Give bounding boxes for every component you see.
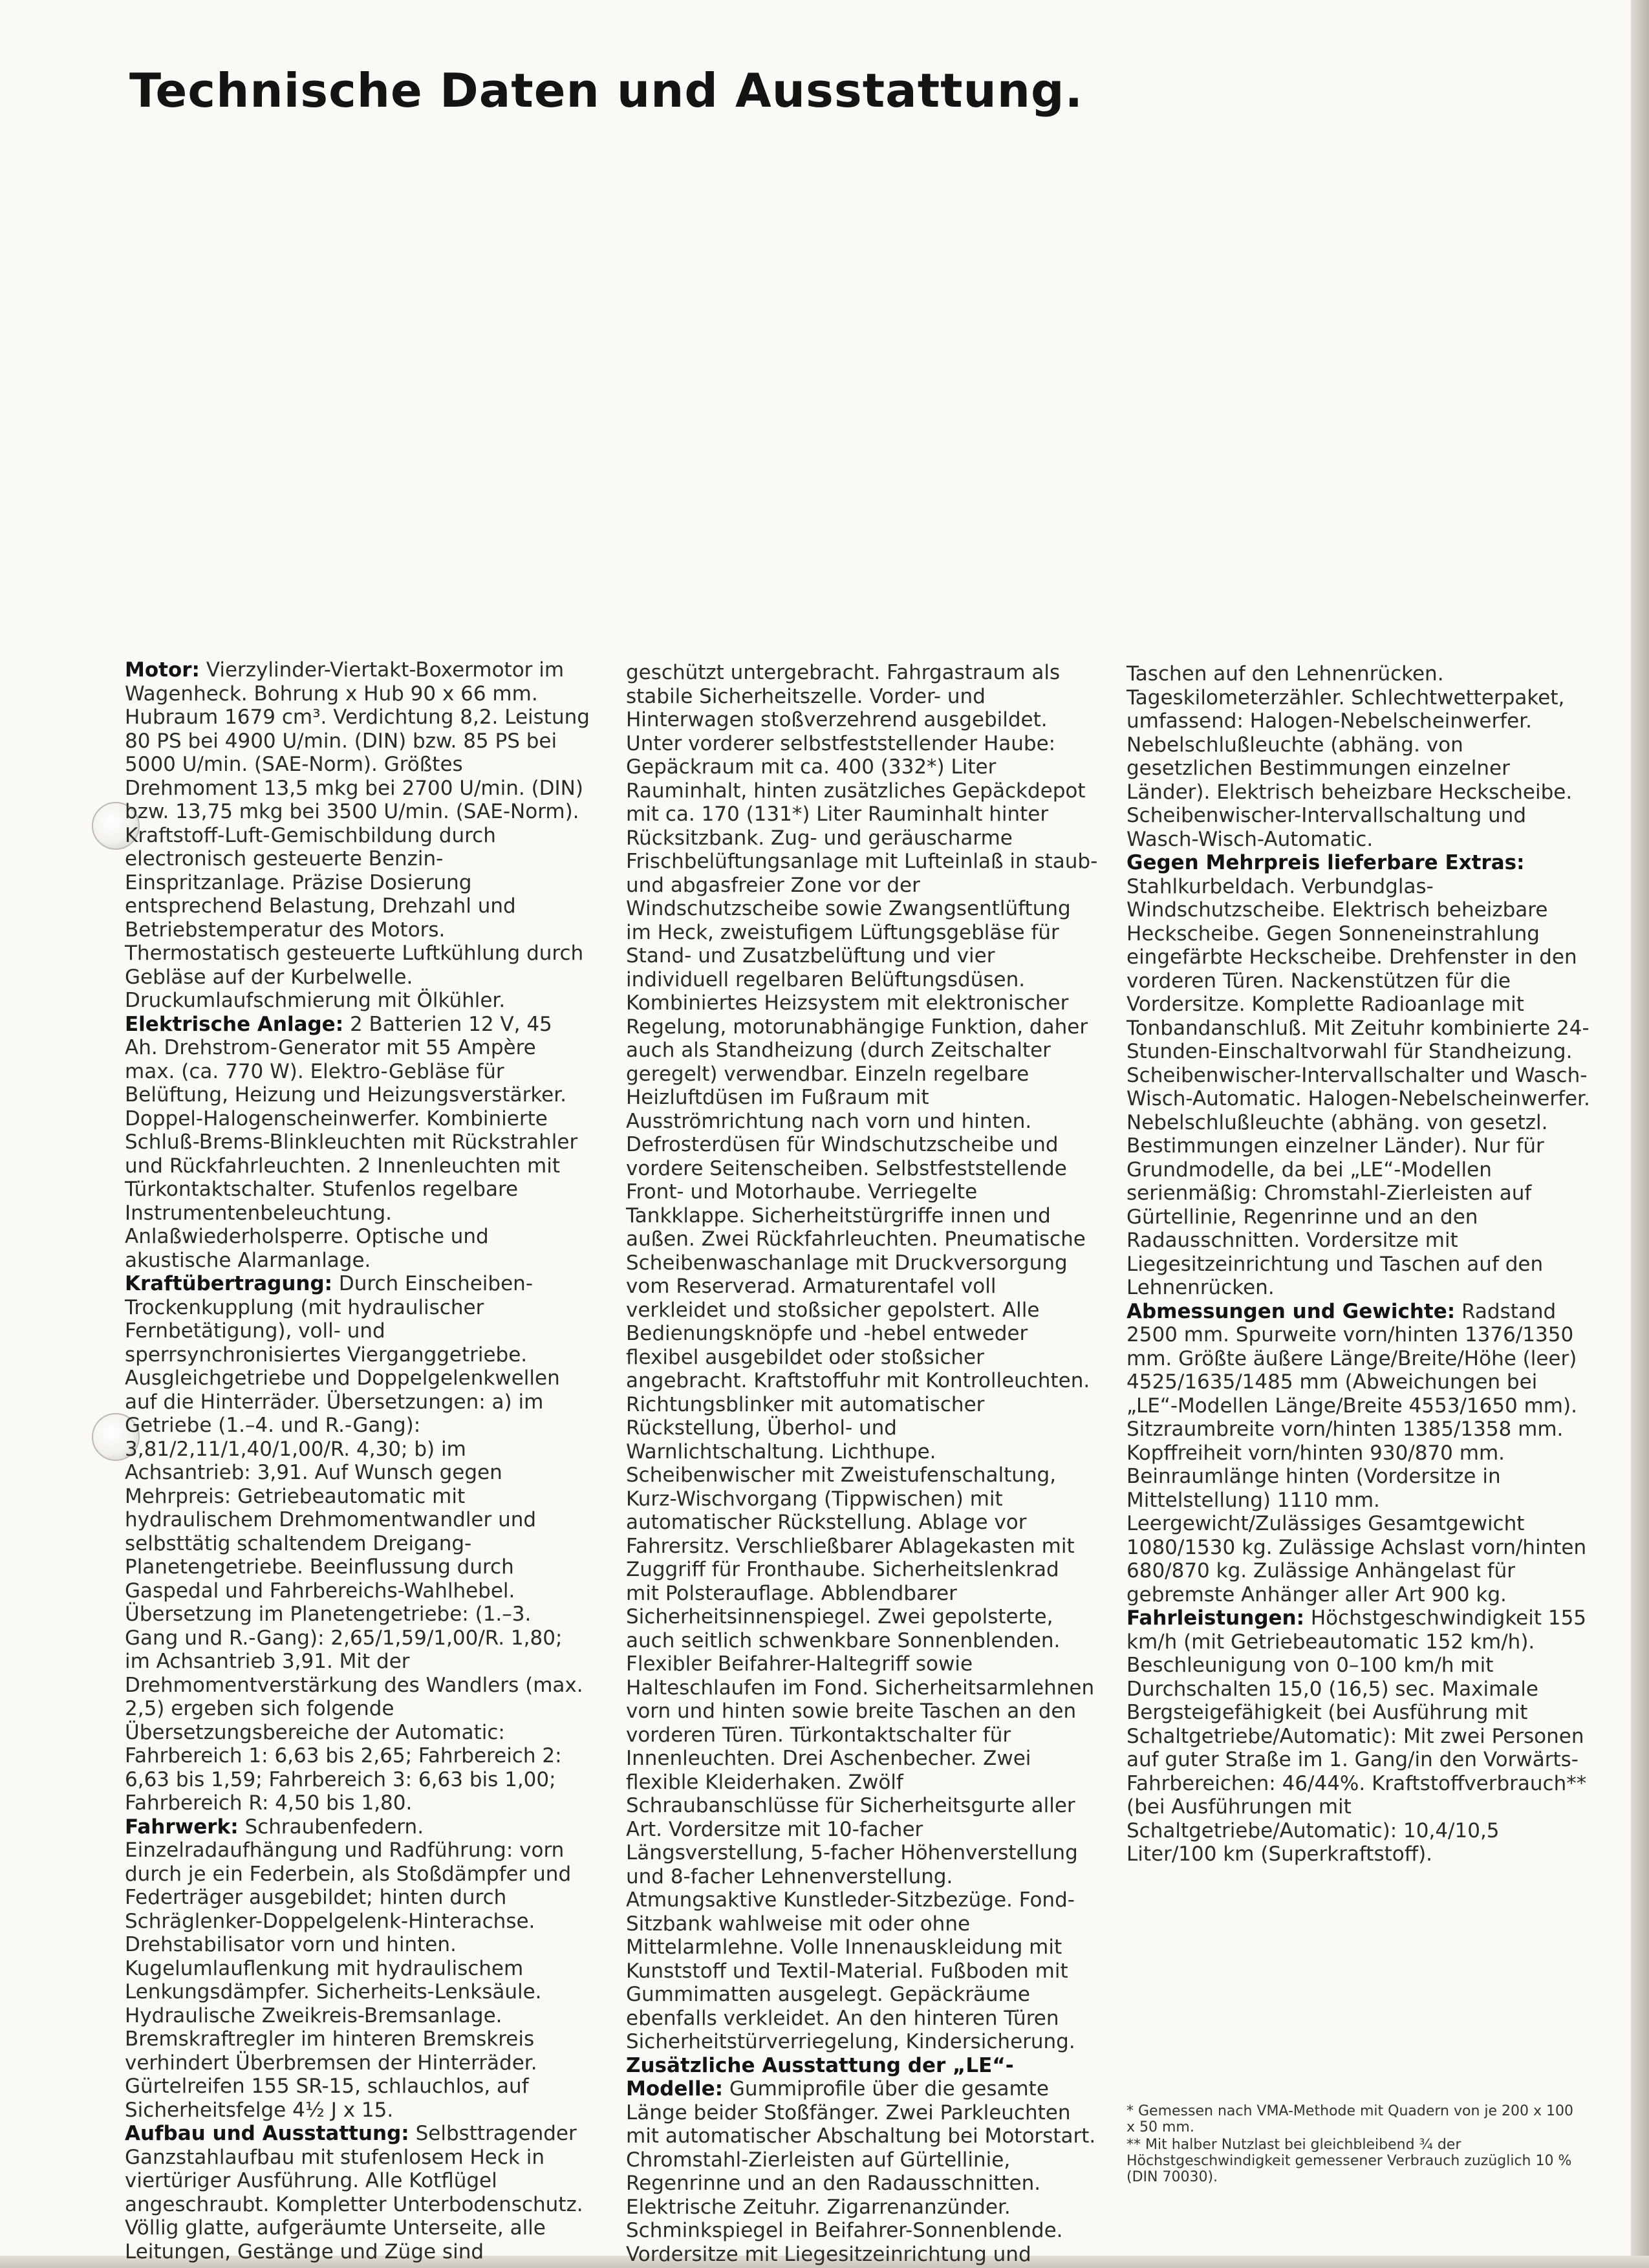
section-body: 2 Batterien 12 V, 45 Ah. Drehstrom-Generator mit 55 Ampère max. (ca. 770 W). Elektro-Gebläse für Belüftung, Heizung und Heizungsverstärker. Doppel-Halogenscheinwerfer. Kombinierte Schluß-Brems-Blinkleuchten mit Rückstrahler und Rückfahrleuchten. 2 Innenleuchten mit Türkontaktschalter. Stufenlos regelbare Instrumentenbeleuchtung. Anlaßwiederholsperre. Optische und akustische Alarmanlage. xyxy=(125,1012,578,1272)
section-fahrleistungen xyxy=(1126,1606,1592,1866)
section-heading: Fahrleistungen: xyxy=(1126,1606,1305,1630)
text-column-2 xyxy=(626,661,1098,2266)
section-motor xyxy=(125,658,590,1013)
section-kraftuebertragung xyxy=(125,1272,590,1815)
section-body: Vierzylinder-Viertakt-Boxermotor im Wagenheck. Bohrung x Hub 90 x 66 mm. Hubraum 1679 cm³. Verdichtung 8,2. Leistung 80 PS bei 4900 U/min. (DIN) bzw. 85 PS bei 5000 U/min. (SAE-Norm). Größtes Drehmoment 13,5 mkg bei 2700 U/min. (DIN) bzw. 13,75 mkg bei 3500 U/min. (SAE-Norm). Kraftstoff-Luft-Gemischbildung durch electronisch gesteuerte Benzin-Einspritzanlage. Präzise Dosierung entsprechend Belastung, Drehzahl und Betriebstemperatur des Motors. Thermostatisch gesteuerte Luftkühlung durch Gebläse auf der Kurbelwelle. Druckumlaufschmierung mit Ölkühler. xyxy=(125,658,590,1012)
section-aufbau-continued xyxy=(626,661,1098,2054)
section-heading: Fahrwerk: xyxy=(125,1815,239,1839)
section-heading: Gegen Mehrpreis lieferbare Extras: xyxy=(1126,851,1525,874)
text-column-1 xyxy=(125,658,590,2263)
section-body: geschützt untergebracht. Fahrgastraum als stabile Sicherheitszelle. Vorder- und Hinterwagen stoßverzehrend ausgebildet. Unter vorderer selbstfeststellender Haube: Gepäckraum mit ca. 400 (332*) Liter Rauminhalt, hinten zusätzliches Gepäckdepot mit ca. 170 (131*) Liter Rauminhalt hinter Rücksitzbank. Zug- und geräuscharme Frischbelüftungsanlage mit Lufteinlaß in staub- und abgasfreier Zone vor der Windschutzscheibe sowie Zwangsentlüftung im Heck, zweistufigem Lüftungsgebläse für Stand- und Zusatzbelüftung und vier individuell regelbaren Belüftungsdüsen. Kombiniertes Heizsystem mit elektronischer Regelung, motorunabhängige Funktion, daher auch als Standheizung (durch Zeitschalter geregelt) verwendbar. Einzeln regelbare Heizluftdüsen im Fußraum mit Ausströmrichtung nach vorn und hinten. Defrosterdüsen für Windschutzscheibe und vordere Seitenscheiben. Selbstfeststellende Front- und Motorhaube. Verriegelte Tankklappe. Sicherheitstürgriffe innen und außen. Zwei Rückfahrleuchten. Pneumatische Scheibenwaschanlage mit Druckversorgung vom Reserverad. Armaturentafel voll verkleidet und stoßsicher gepolstert. Alle Bedienungsknöpfe und -hebel entweder flexibel ausgebildet oder stoßsicher angebracht. Kraftstoffuhr mit Kontrolleuchten. Richtungsblinker mit automatischer Rückstellung, Überhol- und Warnlichtschaltung. Lichthupe. Scheibenwischer mit Zweistufenschaltung, Kurz-Wischvorgang (Tippwischen) mit automatischer Rückstellung. Ablage vor Fahrersitz. Verschließbarer Ablagekasten mit Zuggriff für Fronthaube. Sicherheitslenkrad mit Polsterauflage. Abblendbarer Sicherheitsinnenspiegel. Zwei gepolsterte, auch seitlich schwenkbare Sonnenblenden. Flexibler Beifahrer-Haltegriff sowie Halteschlaufen im Fond. Sicherheitsarmlehnen vorn und hinten sowie breite Taschen an den vorderen Türen. Türkontaktschalter für Innenleuchten. Drei Aschenbecher. Zwei flexible Kleiderhaken. Zwölf Schraubanschlüsse für Sicherheitsgurte aller Art. Vordersitze mit 10-facher Längsverstellung, 5-facher Höhenverstellung und 8-facher Lehnenverstellung. Atmungsaktive Kunstleder-Sitzbezüge. Fond-Sitzbank wahlweise mit oder ohne Mittelarmlehne. Volle Innenauskleidung mit Kunststoff und Textil-Material. Fußboden mit Gummimatten ausgelegt. Gepäckräume ebenfalls verkleidet. An den hinteren Türen Sicherheitstürverriegelung, Kindersicherung. xyxy=(626,661,1098,2053)
footnote-2: ** Mit halber Nutzlast bei gleichbleibend ¾ der Höchstgeschwindigkeit gemessener Verbrauch zuzüglich 10 % (DIN 70030). xyxy=(1126,2137,1572,2185)
footnote-1: * Gemessen nach VMA-Methode mit Quadern von je 200 x 100 x 50 mm. xyxy=(1126,2103,1574,2135)
page-edge-shadow xyxy=(1631,0,1649,2268)
section-body: Selbsttragender Ganzstahlaufbau mit stufenlosem Heck in viertüriger Ausführung. Alle Kotflügel angeschraubt. Kompletter Unterbodenschutz. Völlig glatte, aufgeräumte Unterseite, alle Leitungen, Gestänge und Züge sind xyxy=(125,2122,583,2263)
section-heading: Kraftübertragung: xyxy=(125,1272,333,1295)
section-body: Höchstgeschwindigkeit 155 km/h (mit Getriebeautomatic 152 km/h). Beschleunigung von 0–100 km/h mit Durchschalten 15,0 (16,5) sec. Maximale Bergsteigefähigkeit (bei Ausführung mit Schaltgetriebe/Automatic): Mit zwei Personen auf guter Straße im 1. Gang/in den Vorwärts-Fahrbereichen: 46/44%. Kraftstoffverbrauch** (bei Ausführungen mit Schaltgetriebe/Automatic): 10,4/10,5 Liter/100 km (Superkraftstoff). xyxy=(1126,1606,1587,1866)
section-le-modelle xyxy=(626,2054,1098,2267)
section-aufbau-und-ausstattung xyxy=(125,2122,590,2263)
section-heading: Zusätzliche Ausstattung der „LE“-Modelle: xyxy=(626,2053,1014,2101)
section-le-continued xyxy=(1126,662,1592,851)
section-body: Durch Einscheiben-Trockenkupplung (mit hydraulischer Fernbetätigung), voll- und sperrsynchronisiertes Vierganggetriebe. Ausgleichgetriebe und Doppelgelenkwellen auf die Hinterräder. Übersetzungen: a) im Getriebe (1.–4. und R.-Gang): 3,81/2,11/1,40/1,00/R. 4,30; b) im Achsantrieb: 3,91. Auf Wunsch gegen Mehrpreis: Getriebeautomatic mit hydraulischem Drehmomentwandler und selbsttätig schaltendem Dreigang-Planetengetriebe. Beeinflussung durch Gaspedal und Fahrbereichs-Wahlhebel. Übersetzung im Planetengetriebe: (1.–3. Gang und R.-Gang): 2,65/1,59/1,00/R. 1,80; im Achsantrieb 3,91. Mit der Drehmomentverstärkung des Wandlers (max. 2,5) ergeben sich folgende Übersetzungsbereiche der Automatic: Fahrbereich 1: 6,63 bis 2,65; Fahrbereich 2: 6,63 bis 1,59; Fahrbereich 3: 6,63 bis 1,00; Fahrbereich R: 4,50 bis 1,80. xyxy=(125,1272,583,1815)
section-heading: Aufbau und Ausstattung: xyxy=(125,2122,409,2145)
section-body: Taschen auf den Lehnenrücken. Tageskilometerzähler. Schlechtwetterpaket, umfassend: Halogen-Nebelscheinwerfer. Nebelschlußleuchte (abhäng. von gesetzlichen Bestimmungen einzelner Länder). Elektrisch beheizbare Heckscheibe. Scheibenwischer-Intervallschaltung und Wasch-Wisch-Automatic. xyxy=(1126,662,1573,851)
section-extras xyxy=(1126,851,1592,1300)
section-body: Stahlkurbeldach. Verbundglas-Windschutzscheibe. Elektrisch beheizbare Heckscheibe. Gegen Sonneneinstrahlung eingefärbte Heckscheibe. Drehfenster in den vorderen Türen. Nackenstützen für die Vordersitze. Komplette Radioanlage mit Tonbandanschluß. Mit Zeituhr kombinierte 24-Stunden-Einschaltvorwahl für Standheizung. Scheibenwischer-Intervallschalter und Wasch-Wisch-Automatic. Halogen-Nebelscheinwerfer. Nebelschlußleuchte (abhäng. von gesetzl. Bestimmungen einzelner Länder). Nur für Grundmodelle, da bei „LE“-Modellen serienmäßig: Chromstahl-Zierleisten auf Gürtellinie, Regenrinne und an den Radausschnitten. Vordersitze mit Liegesitzeinrichtung und Taschen auf den Lehnenrücken. xyxy=(1126,874,1590,1299)
section-abmessungen-und-gewichte xyxy=(1126,1300,1592,1607)
section-heading: Abmessungen und Gewichte: xyxy=(1126,1299,1456,1323)
section-body: Radstand 2500 mm. Spurweite vorn/hinten 1376/1350 mm. Größte äußere Länge/Breite/Höhe (leer) 4525/1635/1485 mm (Abweichungen bei „LE“-Modellen Länge/Breite 4553/1650 mm). Sitzraumbreite vorn/hinten 1385/1358 mm. Kopffreiheit vorn/hinten 930/870 mm. Beinraumlänge hinten (Vordersitze in Mittelstellung) 1110 mm. Leergewicht/Zulässiges Gesamtgewicht 1080/1530 kg. Zulässige Achslast vorn/hinten 680/870 kg. Zulässige Anhängelast für gebremste Anhänger aller Art 900 kg. xyxy=(1126,1299,1587,1606)
footnotes xyxy=(1126,2103,1579,2187)
section-heading: Motor: xyxy=(125,658,200,682)
page-title: Technische Daten und Ausstattung. xyxy=(129,63,1083,118)
section-body: Schraubenfedern. Einzelradaufhängung und Radführung: vorn durch je ein Federbein, als Stoßdämpfer und Federträger ausgebildet; hinten durch Schräglenker-Doppelgelenk-Hinterachse. Drehstabilisator vorn und hinten. Kugelumlauflenkung mit hydraulischem Lenkungsdämpfer. Sicherheits-Lenksäule. Hydraulische Zweikreis-Bremsanlage. Bremskraftregler im hinteren Bremskreis verhindert Überbremsen der Hinterräder. Gürtelreifen 155 SR-15, schlauchlos, auf Sicherheitsfelge 4½ J x 15. xyxy=(125,1815,572,2122)
section-elektrische-anlage xyxy=(125,1013,590,1273)
section-heading: Elektrische Anlage: xyxy=(125,1012,344,1036)
section-body: Gummiprofile über die gesamte Länge beider Stoßfänger. Zwei Parkleuchten mit automatischer Abschaltung bei Motorstart. Chromstahl-Zierleisten auf Gürtellinie, Regenrinne und an den Radausschnitten. Elektrische Zeituhr. Zigarrenanzünder. Schminkspiegel in Beifahrer-Sonnenblende. Vordersitze mit Liegesitzeinrichtung und xyxy=(626,2077,1096,2266)
text-column-3 xyxy=(1126,662,1592,1866)
section-fahrwerk xyxy=(125,1815,590,2122)
